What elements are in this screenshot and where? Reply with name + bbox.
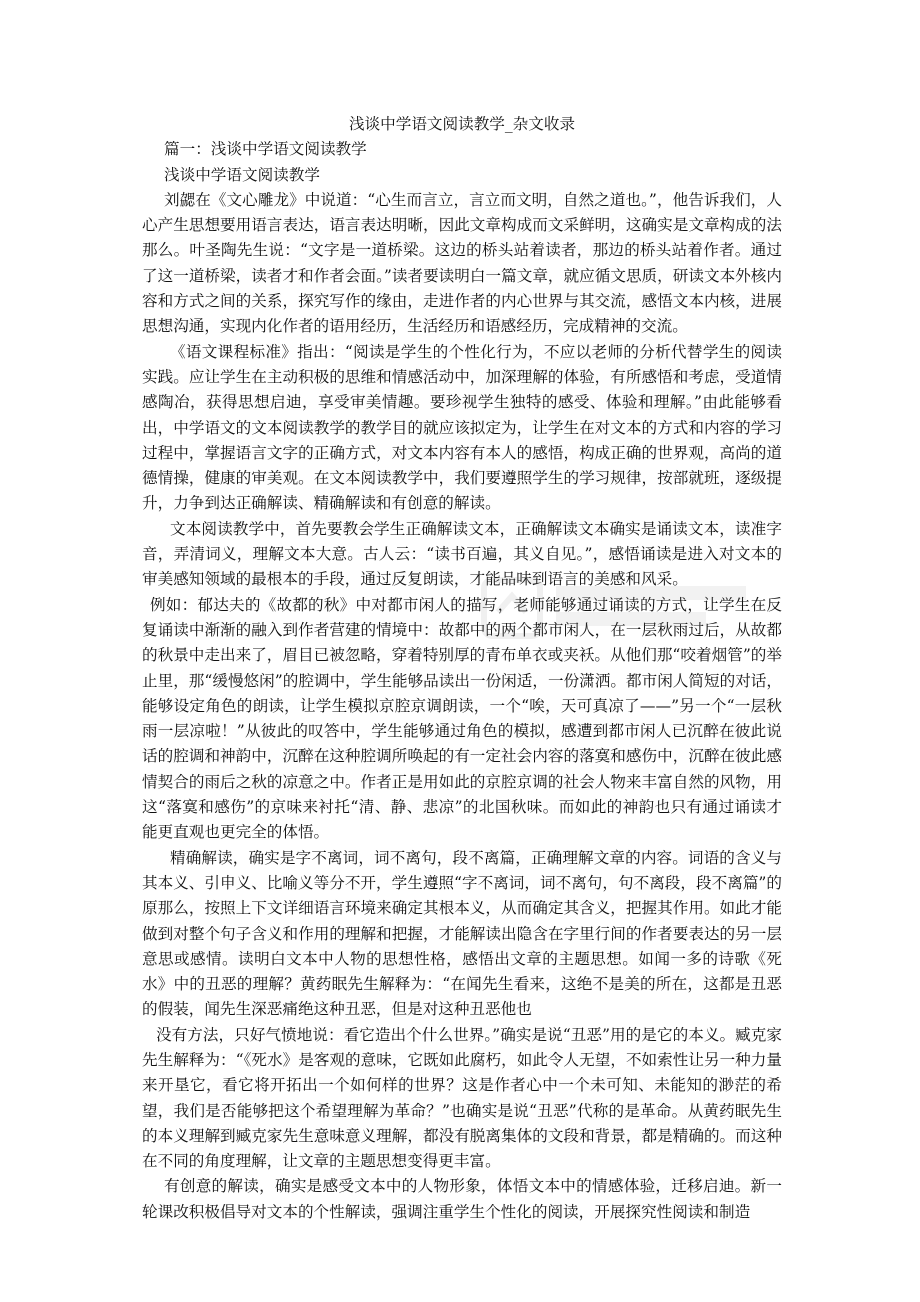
- paragraph: 例如：郁达夫的《故都的秋》中对都市闲人的描写，老师能够通过诵读的方式，让学生在反复诵读中渐渐的融入到作者营建的情境中：故都中的两个都市闲人，在一层秋雨过后，从故都的秋景中走出来了，眉目已被忽略，穿着特别厚的青布单衣或夹袄。从他们那“咬着烟管”的举止里，那“缓慢悠闲”的腔调中，学生能够品读出一份闲适，一份潇洒。都市闲人简短的对话，能够设定角色的朗读，让学生模拟京腔京调朗读，一个“唉，天可真凉了——”另一个“一层秋雨一层凉啦！”从彼此的叹答中，学生能够通过角色的模拟，感遭到都市闲人已沉醉在彼此说话的腔调和神韵中，沉醉在这种腔调所唤起的有一定社会内容的落寞和感伤中，沉醉在彼此感情契合的雨后之秋的凉意之中。作者正是用如此的京腔京调的社会人物来丰富自然的风物，用这“落寞和感伤”的京味来衬托“清、静、悲凉”的北国秋味。而如此的神韵也只有通过诵读才能更直观也更完全的体悟。: [142, 595, 782, 842]
- document-page: [142, 112, 782, 1225]
- section-heading: 篇一：浅谈中学语文阅读教学: [164, 140, 367, 159]
- paragraph: 有创意的解读，确实是感受文本中的人物形象，体悟文本中的情感体验，迁移启迪。新一轮课改积极倡导对文本的个性解读，强调注重学生个性化的阅读，开展探究性阅读和制造: [142, 1177, 782, 1221]
- article-title: 浅谈中学语文阅读教学: [164, 165, 320, 184]
- document-title: 浅谈中学语文阅读教学_杂文收录: [348, 115, 576, 133]
- paragraph: 《语文课程标准》指出：“阅读是学生的个性化行为，不应以老师的分析代替学生的阅读实践。应让学生在主动积极的思维和情感活动中，加深理解的体验，有所感悟和考虑，受道情感陶冶，获得思想启迪，享受审美情趣。要珍视学生独特的感受、体验和理解。”由此能够看出，中学语文的文本阅读教学的教学目的就应该拟定为，让学生在对文本的方式和内容的学习过程中，掌握语言文字的正确方式，对文本内容有本人的感悟，构成正确的世界观，高尚的道德情操，健康的审美观。在文本阅读教学中，我们要遵照学生的学习规律，按部就班，逐级提升，力争到达正确解读、精确解读和有创意的解读。: [142, 342, 782, 513]
- paragraph: 没有方法，只好气愤地说：看它造出个什么世界。”确实是说“丑恶”用的是它的本义。臧克家先生解释为：“《死水》是客观的意味，它既如此腐朽，如此令人无望，不如索性让另一种力量来开垦它，看它将开拓出一个如何样的世界？这是作者心中一个未可知、未能知的渺茫的希望，我们是否能够把这个希望理解为革命？”也确实是说“丑恶”代称的是革命。从黄药眠先生的本义理解到臧克家先生意味意义理解，都没有脱离集体的文段和背景，都是精确的。而这种在不同的角度理解，让文章的主题思想变得更丰富。: [142, 1025, 782, 1171]
- paragraph: 刘勰在《文心雕龙》中说道：“心生而言立，言立而文明，自然之道也。”，他告诉我们，人心产生思想要用语言表达，语言表达明晰，因此文章构成而文采鲜明，这确实是文章构成的法那么。叶圣陶先生说：“文字是一道桥梁。这边的桥头站着读者，那边的桥头站着作者。通过了这一道桥梁，读者才和作者会面。”读者要读明白一篇文章，就应循文思质，研读文本外核内容和方式之间的关系，探究写作的缘由，走进作者的内心世界与其交流，感悟文本内核，进展思想沟通，实现内化作者的语用经历，生活经历和语感经历，完成精神的交流。: [142, 190, 782, 336]
- paragraph: 精确解读，确实是字不离词，词不离句，段不离篇，正确理解文章的内容。词语的含义与其本义、引申义、比喻义等分不开，学生遵照“字不离词，词不离句，句不离段，段不离篇”的原那么，按照上下文详细语言环境来确定其根本义，从而确定其含义，把握其作用。如此才能做到对整个句子含义和作用的理解和把握，才能解读出隐含在字里行间的作者要表达的另一层意思或感情。读明白文本中人物的思想性格，感悟出文章的主题思想。如闻一多的诗歌《死水》中的丑恶的理解？黄药眠先生解释为：“在闻先生看来，这绝不是美的所在，这都是丑恶的假装，闻先生深恶痛绝这种丑恶，但是对这种丑恶他也: [142, 848, 782, 1019]
- paragraph: 文本阅读教学中，首先要教会学生正确解读文本，正确解读文本确实是诵读文本，读准字音，弄清词义，理解文本大意。古人云：“读书百遍，其义自见。”，感悟诵读是进入对文本的审美感知领域的最根本的手段，通过反复朗读，才能品味到语言的美感和风采。: [142, 519, 782, 589]
